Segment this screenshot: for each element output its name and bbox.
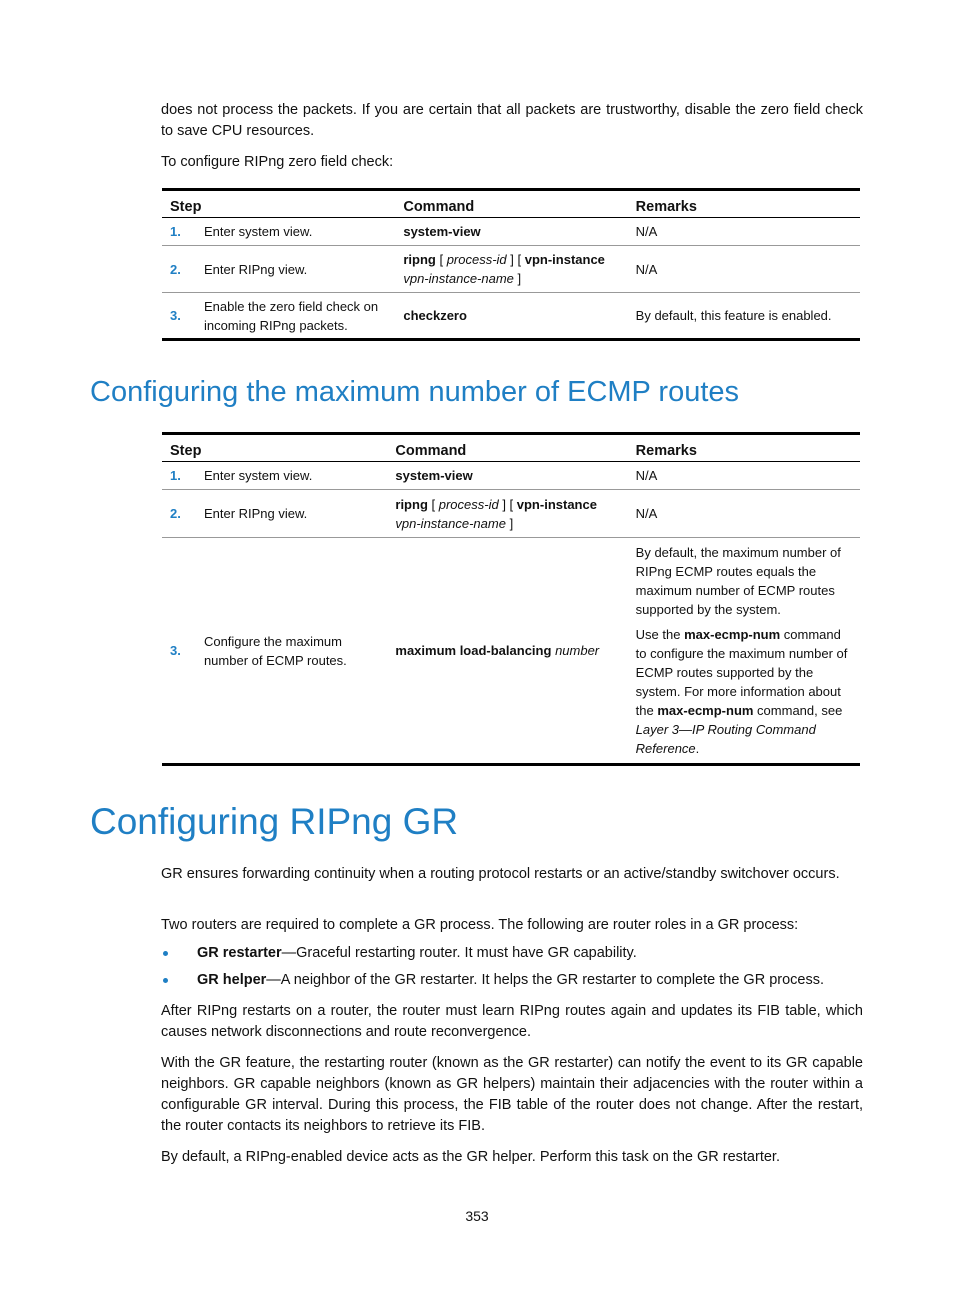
- command-text: ripng [ process-id ] [ vpn-instance vpn-instance-name ]: [395, 246, 627, 293]
- command-text: system-view: [403, 224, 481, 239]
- bullet-icon: [163, 978, 168, 983]
- table-row: [162, 462, 860, 490]
- table-row: [162, 293, 860, 340]
- section-title-ecmp: Configuring the maximum number of ECMP routes: [90, 376, 740, 408]
- page-number: 353: [465, 1208, 489, 1224]
- intro-lead-in: To configure RIPng zero field check:: [161, 154, 394, 170]
- step-number: 1.: [170, 224, 181, 239]
- table-row: [162, 246, 860, 293]
- remark-text: N/A: [628, 246, 860, 293]
- step-description: Enter RIPng view.: [196, 246, 395, 293]
- ecmp-config-table: [162, 432, 860, 766]
- table-header-row: [162, 190, 860, 218]
- step-number: 3.: [162, 538, 196, 765]
- remark-text: [628, 538, 860, 765]
- step-number: 2.: [162, 246, 196, 293]
- gr-roles-list: [161, 943, 863, 997]
- command-text: checkzero: [395, 293, 627, 340]
- step-description: Enable the zero field check on incoming RIPng packets.: [196, 293, 395, 340]
- step-description: Enter system view.: [203, 224, 313, 239]
- step-description: Configure the maximum number of ECMP routes.: [196, 538, 387, 765]
- intro-paragraph: does not process the packets. If you are certain that all packets are trustworthy, disable the zero field check to save CPU resources.: [161, 102, 863, 139]
- zero-field-check-table: [162, 188, 860, 341]
- header-step: Step: [162, 190, 395, 218]
- table-row: [162, 538, 860, 765]
- table-row: [162, 490, 860, 538]
- remark-text: N/A: [635, 224, 658, 239]
- gr-paragraph-2: Two routers are required to complete a GR process. The following are router roles in a GR process:: [161, 917, 799, 933]
- remark-default: By default, the maximum number of RIPng ECMP routes equals the maximum number of ECMP routes supported by the system.: [635, 545, 841, 617]
- header-step: Step: [162, 434, 387, 462]
- list-item: GR helper—A neighbor of the GR restarter. It helps the GR restarter to complete the GR process.: [161, 970, 863, 991]
- step-number: 3.: [162, 293, 196, 340]
- remark-text: N/A: [628, 490, 860, 538]
- step-description: Enter system view.: [203, 468, 313, 483]
- gr-paragraph-5: By default, a RIPng-enabled device acts as the GR helper. Perform this task on the GR restarter.: [161, 1149, 780, 1165]
- step-number: 2.: [162, 490, 196, 538]
- table-row: [162, 218, 860, 246]
- remark-text: By default, this feature is enabled.: [628, 293, 860, 340]
- list-item: GR restarter—Graceful restarting router. It must have GR capability.: [161, 943, 863, 964]
- bullet-icon: [163, 951, 168, 956]
- step-description: Enter RIPng view.: [196, 490, 387, 538]
- command-text: ripng [ process-id ] [ vpn-instance vpn-instance-name ]: [387, 490, 627, 538]
- command-text: system-view: [395, 468, 473, 483]
- header-remarks: Remarks: [628, 190, 860, 218]
- gr-paragraph-3: After RIPng restarts on a router, the router must learn RIPng routes again and updates its FIB table, which causes network disconnections and route reconvergence.: [161, 1003, 863, 1040]
- remark-text: N/A: [635, 468, 658, 483]
- header-command: Command: [387, 434, 627, 462]
- header-remarks: Remarks: [628, 434, 860, 462]
- gr-paragraph-1: GR ensures forwarding continuity when a routing protocol restarts or an active/standby switchover occurs.: [161, 866, 840, 882]
- header-command: Command: [395, 190, 627, 218]
- table-header-row: [162, 434, 860, 462]
- section-title-gr: Configuring RIPng GR: [90, 801, 459, 842]
- step-number: 1.: [170, 468, 181, 483]
- remark-usage: Use the max-ecmp-num command to configure the maximum number of ECMP routes supported by the system. For more information about the max-ecmp-num command, see Layer 3—IP Routing Command Reference.: [635, 627, 848, 756]
- gr-paragraph-4: With the GR feature, the restarting router (known as the GR restarter) can notify the event to its GR capable neighbors. GR capable neighbors (known as GR helpers) maintain their adjacencies with the router within a configurable GR interval. During this process, the FIB table of the router does not change. After the restart, the router contacts its neighbors to retrieve its FIB.: [161, 1055, 863, 1134]
- command-text: maximum load-balancing number: [387, 538, 627, 765]
